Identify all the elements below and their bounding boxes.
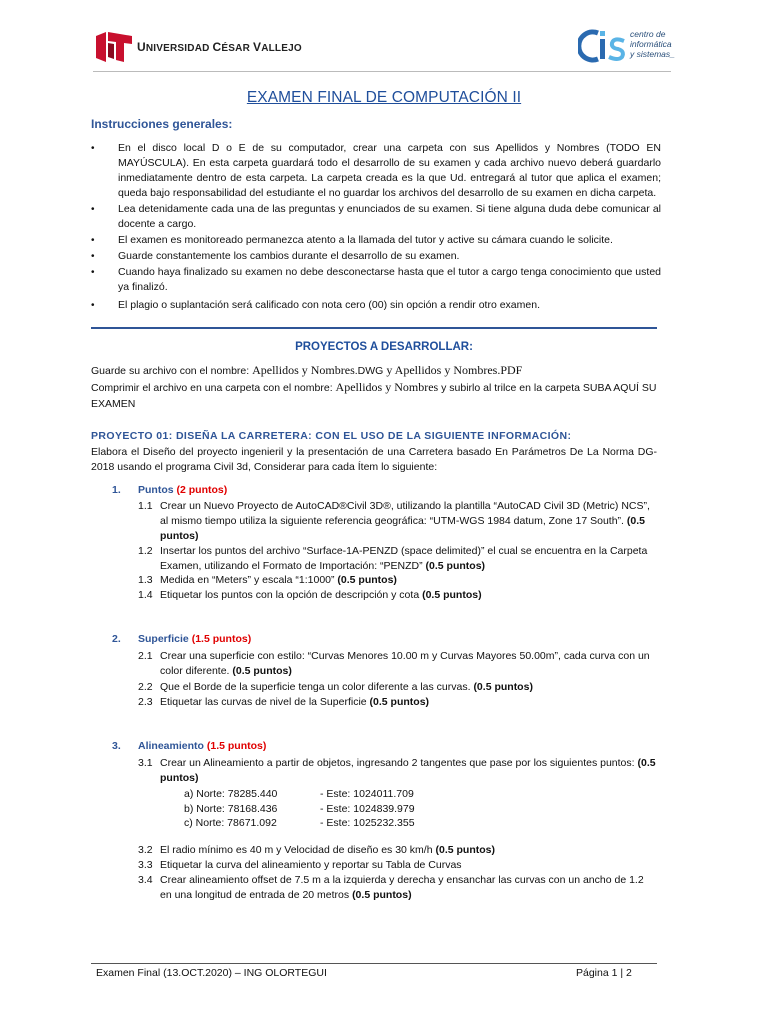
cis-logo-icon xyxy=(578,27,628,65)
list-item: 1.3 Medida en “Meters” y escala “1:1000” (0.5 puntos) xyxy=(138,574,397,586)
list-item: 1.4 Etiquetar los puntos con la opción de descripción y cota (0.5 puntos) xyxy=(138,589,482,601)
page-number: Página 1 | 2 xyxy=(576,967,632,979)
coordinate-row: b) Norte: 78168.436 - Este: 1024839.979 xyxy=(184,802,415,815)
section-superficie: 2. Superficie (1.5 puntos) xyxy=(112,633,252,645)
exam-title: EXAMEN FINAL DE COMPUTACIÓN II xyxy=(246,89,522,106)
list-item: • En el disco local D o E de su computador, crear una carpeta con sus Apellidos y Nombres (TODO EN MAYÚSCULA). En esta carpeta guardará todo el desarrollo de su examen y cada archivo nuevo deberá guardarlo inmediatamente dentro de esta carpeta. La carpeta creada es la que Ud. entregará al tutor que aplica el examen; queda bajo responsabilidad del estudiante el no guardar los archivos del desarrollo de su examen en dicha carpeta. xyxy=(91,141,661,201)
coordinate-row: c) Norte: 78671.092 - Este: 1025232.355 xyxy=(184,817,415,829)
ucv-logo-icon xyxy=(96,32,132,62)
list-item: 2.1 Crear una superficie con estilo: “Curvas Menores 10.00 m y Curvas Mayores 50.00m”, cada curva con un color diferente. (0.5 puntos) xyxy=(138,650,650,677)
project-01-description: Elabora el Diseño del proyecto ingenieril y la presentación de una Carretera basado En Parámetros De La Norma DG-2018 usando el programa Civil 3d, Considerar para cada Ítem lo siguiente: xyxy=(91,446,657,473)
list-item: 3.1 Crear un Alineamiento a partir de objetos, ingresando 2 tangentes que pase por los siguientes puntos: (0.5 puntos) xyxy=(138,757,656,784)
projects-heading: PROYECTOS A DESARROLLAR: xyxy=(295,341,473,353)
list-item: 2.2 Que el Borde de la superficie tenga un color diferente a las curvas. (0.5 puntos) xyxy=(138,681,533,693)
list-item: 3.2 El radio mínimo es 40 m y Velocidad de diseño es 30 km/h (0.5 puntos) xyxy=(138,844,495,856)
list-item: 1.2 Insertar los puntos del archivo “Surface-1A-PENZD (space delimited)” el cual se encuentra en la Carpeta Examen, utilizando el Formato de Importación: “PENZD” (0.5 puntos) xyxy=(138,545,648,572)
coordinates-list xyxy=(184,787,415,831)
list-item: 3.4 Crear alineamiento offset de 7.5 m a la izquierda y derecha y ensanchar las curvas con un ancho de 1.2 en una longitud de entrada de 20 metros (0.5 puntos) xyxy=(138,874,644,901)
cis-tagline: centro de informática y sistemas_ xyxy=(630,29,675,59)
section-alineamiento: 3. Alineamiento (1.5 puntos) xyxy=(112,740,267,752)
list-item: • El plagio o suplantación será calificado con nota cero (00) sin opción a rendir otro examen. xyxy=(91,298,661,313)
list-item: • Cuando haya finalizado su examen no debe desconectarse hasta que el tutor a cargo tenga conocimiento que usted ya finalizó. xyxy=(91,265,661,295)
list-item: 3.3 Etiquetar la curva del alineamiento y reportar su Tabla de Curvas xyxy=(138,859,462,871)
list-item: 1.1 Crear un Nuevo Proyecto de AutoCAD®Civil 3D®, utilizando la plantilla “AutoCAD Civil 3D (Metric) NCS”, al mismo tiempo utiliza la siguiente referencia geográfica: “UTM-WGS 1984 datum, Zone 17 South”. (0.5 puntos) xyxy=(138,500,650,542)
save-instruction: Guarde su archivo con el nombre: Apellidos y Nombres.DWG y Apellidos y Nombres.PDF xyxy=(91,363,523,377)
list-item: 2.3 Etiquetar las curvas de nivel de la Superficie (0.5 puntos) xyxy=(138,696,430,708)
compress-instruction: Comprimir el archivo en una carpeta con el nombre: Apellidos y Nombres y subirlo al trilce en la carpeta SUBA AQUÍ SU EXAMEN xyxy=(91,380,657,410)
list-item: • Guarde constantemente los cambios durante el desarrollo de su examen. xyxy=(91,249,661,264)
instructions-list xyxy=(91,141,661,314)
list-item: • El examen es monitoreado permanezca atento a la llamada del tutor y active su cámara cuando le solicite. xyxy=(91,233,661,248)
footer-divider xyxy=(91,963,657,964)
section-puntos: 1. Puntos (2 puntos) xyxy=(112,484,228,496)
footer-left: Examen Final (13.OCT.2020) – ING OLORTEGUI xyxy=(96,967,327,979)
instructions-heading: Instrucciones generales: xyxy=(91,117,233,131)
section-divider xyxy=(91,327,657,329)
coordinate-row: a) Norte: 78285.440 - Este: 1024011.709 xyxy=(184,788,414,800)
project-01-heading: PROYECTO 01: DISEÑA LA CARRETERA: CON EL USO DE LA SIGUIENTE INFORMACIÓN: xyxy=(91,430,572,442)
page-header xyxy=(0,0,768,78)
header-divider xyxy=(93,71,671,72)
university-name: UNIVERSIDAD CÉSAR VALLEJO xyxy=(137,40,302,54)
submission-instructions xyxy=(91,362,666,412)
list-item: • Lea detenidamente cada una de las preguntas y enunciados de su examen. Si tiene alguna duda debe comunicar al docente a cargo. xyxy=(91,202,661,232)
